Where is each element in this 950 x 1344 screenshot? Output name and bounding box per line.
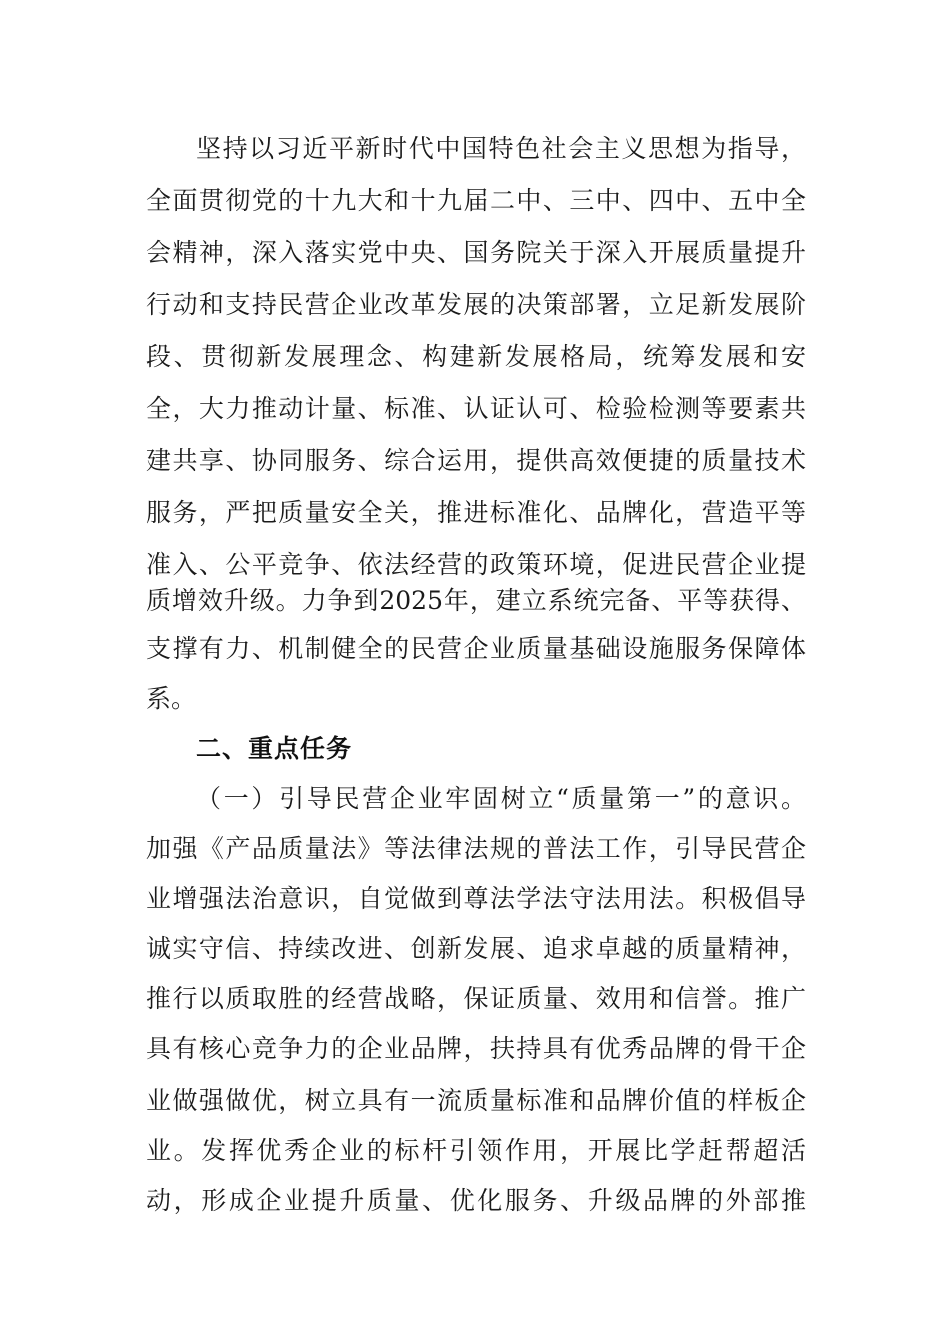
paragraph1-line-2: 全面贯彻党的十九大和十九届二中、三中、四中、五中全 (146, 186, 806, 215)
paragraph2-line-2: 加强《产品质量法》等法律法规的普法工作，引导民营企 (146, 834, 806, 863)
paragraph1-line-6: 全，大力推动计量、标准、认证认可、检验检测等要素共 (146, 394, 806, 423)
paragraph2-line-4: 诚实守信、持续改进、创新发展、追求卓越的质量精神， (146, 934, 806, 963)
paragraph2-line-5: 推行以质取胜的经营战略，保证质量、效用和信誉。推广 (146, 984, 806, 1013)
paragraph2-line-3: 业增强法治意识，自觉做到尊法学法守法用法。积极倡导 (146, 884, 806, 913)
paragraph2-line-9: 动，形成企业提升质量、优化服务、升级品牌的外部推 (146, 1186, 806, 1215)
paragraph2-line-8: 业。发挥优秀企业的标杆引领作用，开展比学赶帮超活 (146, 1136, 806, 1165)
paragraph1-line-10: 质增效升级。力争到2025年，建立系统完备、平等获得、 (146, 586, 806, 615)
paragraph1-line-9: 准入、公平竞争、依法经营的政策环境，促进民营企业提 (146, 550, 806, 579)
paragraph1-line-5: 段、贯彻新发展理念、构建新发展格局，统筹发展和安 (146, 342, 806, 371)
paragraph1-line-7: 建共享、协同服务、综合运用，提供高效便捷的质量技术 (146, 446, 806, 475)
paragraph2-line-6: 具有核心竞争力的企业品牌，扶持具有优秀品牌的骨干企 (146, 1034, 806, 1063)
paragraph2-line-1: （一）引导民营企业牢固树立“质量第一”的意识。 (196, 784, 806, 813)
paragraph2-line-7: 业做强做优，树立具有一流质量标准和品牌价值的样板企 (146, 1086, 806, 1115)
paragraph1-line-3: 会精神，深入落实党中央、国务院关于深入开展质量提升 (146, 238, 806, 267)
paragraph1-line-8: 服务，严把质量安全关，推进标准化、品牌化，营造平等 (146, 498, 806, 527)
paragraph1-line-11: 支撑有力、机制健全的民营企业质量基础设施服务保障体 (146, 634, 806, 663)
paragraph1-line-4: 行动和支持民营企业改革发展的决策部署，立足新发展阶 (146, 290, 806, 319)
section-heading: 二、重点任务 (196, 734, 353, 763)
paragraph1-line-12: 系。 (146, 684, 197, 713)
paragraph1-line-1: 坚持以习近平新时代中国特色社会主义思想为指导， (196, 134, 806, 163)
